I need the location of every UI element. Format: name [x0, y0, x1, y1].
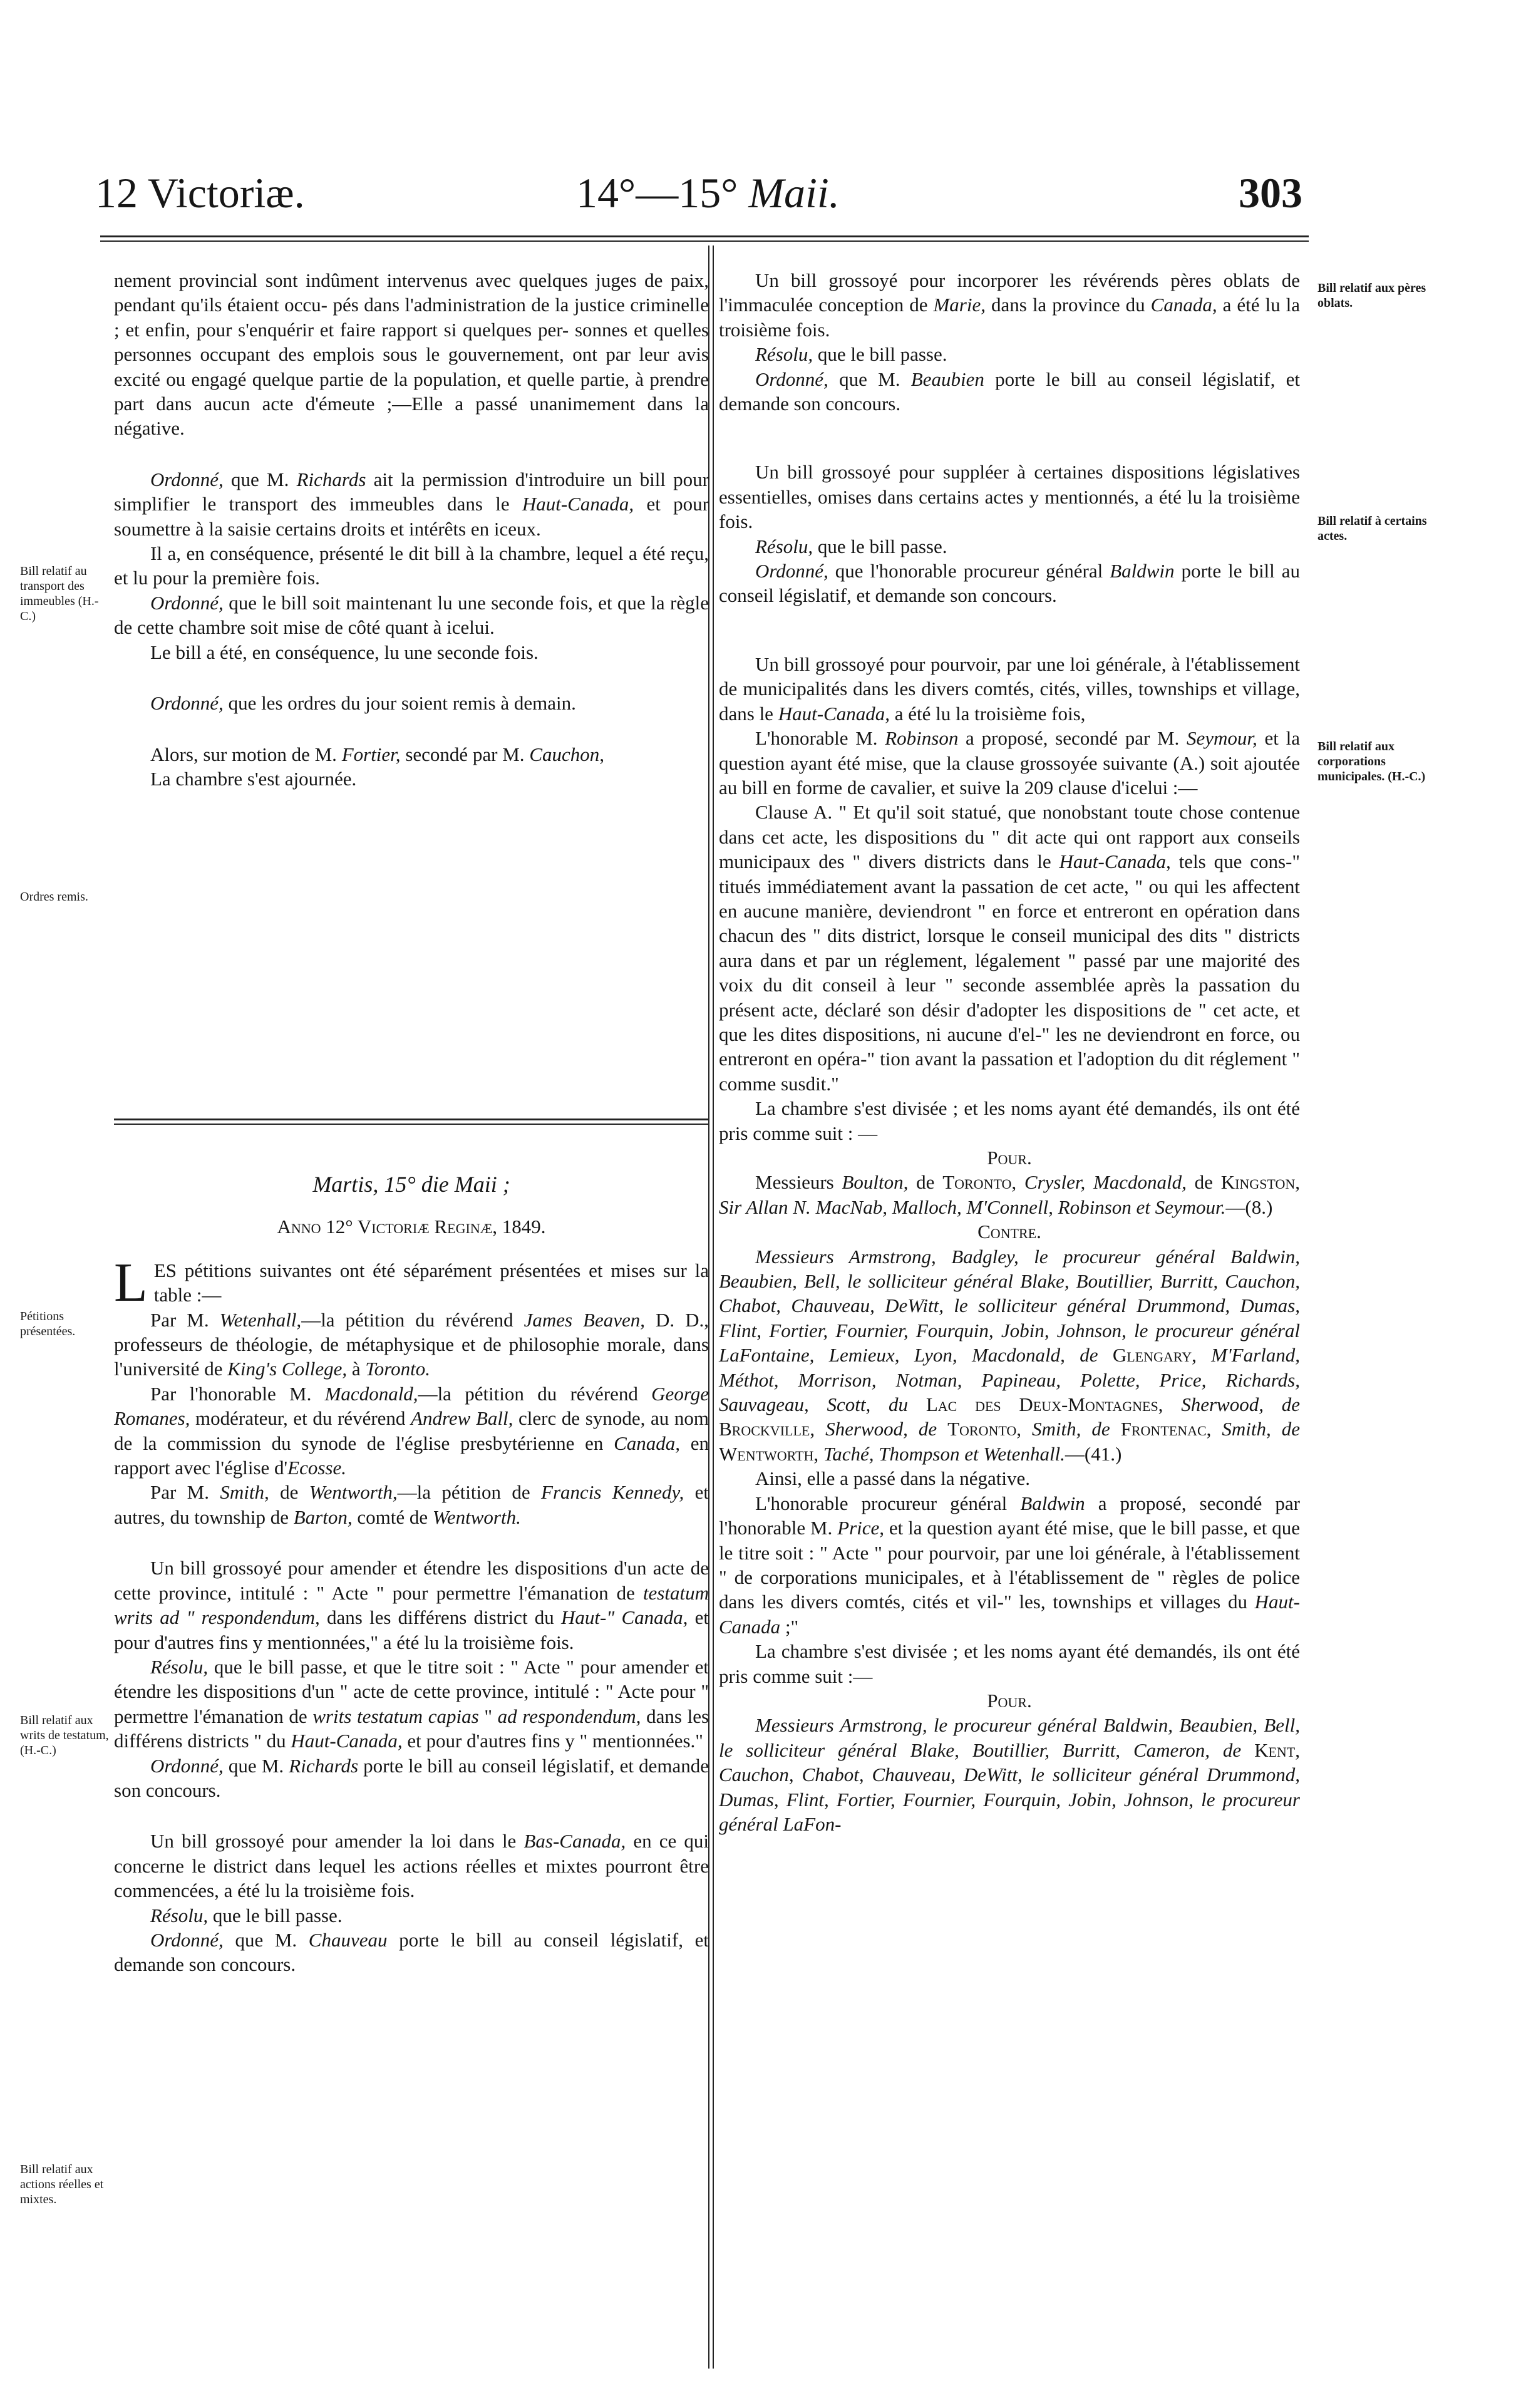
- pour-list-2: Messieurs Armstrong, le procureur général Baldwin, Beaubien, Bell, le solliciteur général Blake, Boutillier, Burritt, Cameron, de Kent, Cauchon, Chabot, Chauveau, DeWitt, le solliciteur général Drummond, Dumas, Flint, Fortier, Fournier, Fourquin, Jobin, Johnson, le procureur général LaFon-: [719, 1714, 1300, 1835]
- division-1: La chambre s'est divisée ; et les noms ayant été demandés, ils ont été pris comme suit : —: [719, 1097, 1300, 1144]
- margin-note-transport: Bill relatif au transport des immeubles (H.-C.): [20, 564, 99, 623]
- contre-heading: Contre.: [977, 1221, 1041, 1243]
- actes-resolved: Résolu, que le bill passe.: [755, 535, 947, 557]
- pour-heading-2: Pour.: [987, 1689, 1032, 1712]
- pour-list-1: Messieurs Boulton, de Toronto, Crysler, Macdonald, de Kingston, Sir Allan N. MacNab, Malloch, M'Connell, Robinson et Seymour.—(8.): [719, 1171, 1300, 1218]
- oblats-bill: Un bill grossoyé pour incorporer les révérends pères oblats de l'immaculée conception de Marie, dans la province du Canada, a été lu la troisième fois.: [719, 269, 1300, 341]
- margin-note-actes: Bill relatif à certains actes.: [1317, 514, 1427, 543]
- adjourn-motion: Alors, sur motion de M. Fortier, secondé par M. Cauchon,: [150, 743, 604, 765]
- running-head-month: Maii.: [748, 169, 840, 217]
- petition-3: Par M. Smith, de Wentworth,—la pétition de Francis Kennedy, et autres, du township de Barton, comté de Wentworth.: [114, 1481, 709, 1528]
- adjourn-result: La chambre s'est ajournée.: [150, 767, 357, 790]
- petition-1: Par M. Wetenhall,—la pétition du révérend James Beaven, D. D., professeurs de théologie, de métaphysique et de philosophie morale, dans l'université de King's College, à Toronto.: [114, 1308, 709, 1380]
- continuation-text: nement provincial sont indûment intervenus avec quelques juges de paix, pendant qu'ils étaient occu- pés dans l'administration de la justice criminelle ; et enfin, pour s'enquérir et faire rapport si quelques per- sonnes et quelles personnes occupant des emplois sous le gouvernement, ont par leur avis excité ou engagé quelque partie de la population, et quelle partie, à prendre part dans aucun acte d'émeute ;—Elle a passé unanimement dans la négative.: [114, 269, 709, 440]
- margin-note-actions: Bill relatif aux actions réelles et mixtes.: [20, 2163, 104, 2206]
- oblats-order: Ordonné, que M. Beaubien porte le bill au conseil législatif, et demande son concours.: [719, 368, 1300, 415]
- baldwin-motion: L'honorable procureur général Baldwin a proposé, secondé par l'honorable M. Price, et la question ayant été mise, que le bill passe, et que le titre soit : " Acte " pour pourvoir, par une loi générale, à l'établissement " de corporations municipales, et à l'établissement de " règles de police dans les divers comtés, cités et vil-" les, townships et villages du Haut-Canada ;": [719, 1492, 1300, 1638]
- pour-heading-1: Pour.: [987, 1147, 1032, 1169]
- oblats-resolved: Résolu, que le bill passe.: [755, 343, 947, 366]
- actions-resolved: Résolu, que le bill passe.: [150, 1904, 343, 1926]
- municipal-clause: Clause A. " Et qu'il soit statué, que nonobstant toute chose contenue dans cet acte, les dispositions du " dit acte qui ont rapport aux conseils municipaux des " divers districts dans le Haut-Canada, tels que cons-" titués immédiatement avant la passation de cet acte, " ou qui les affectent en aucune manière, deviendront " en force et entreront en opération dans chacun des " dits district, lorsque le conseil municipal des dits " districts aura dans et par un réglement, légalement " passé par une majorité des voix du dit conseil à leur " seconde assemblée après la passation du présent acte, déclaré son désir d'adopter les dispositions de " cet acte, et que les dites dispositions, ni aucune d'el-" les ne deviendront en force, ou entreront en opéra-" tion avant la passation et l'adoption du dit réglement " comme susdit.": [719, 801, 1301, 1095]
- header-rule-top: [100, 235, 1309, 237]
- section-rule-2: [114, 1124, 709, 1125]
- petition-2: Par l'honorable M. Macdonald,—la pétition du révérend George Romanes, modérateur, et du révérend Andrew Ball, clerc de synode, au nom de la commission du synode de l'église presbytérienne en Canada, en rapport avec l'église d'Ecosse.: [114, 1382, 709, 1479]
- actes-bill: Un bill grossoyé pour suppléer à certaines dispositions législatives essentielles, omises dans certains actes y mentionnés, a été lu la troisième fois.: [719, 461, 1300, 533]
- header-rule-bottom: [100, 240, 1309, 242]
- left-column-bottom: [114, 1172, 709, 1977]
- richards-order: Ordonné, que M. Richards ait la permission d'introduire un bill pour simplifier le transport des immeubles dans le Haut-Canada, et pour soumettre à la saisie certains droits et intérêts en iceux.: [114, 468, 709, 540]
- running-head-date: [576, 168, 840, 218]
- margin-note-orders: Ordres remis.: [20, 890, 88, 904]
- contre-list: Messieurs Armstrong, Badgley, le procureur général Baldwin, Beaubien, Bell, le solliciteur général Blake, Boutillier, Burritt, Cauchon, Chabot, Chauveau, DeWitt, le solliciteur général Drummond, Dumas, Flint, Fortier, Fournier, Fourquin, Jobin, Johnson, le procureur général LaFontaine, Lemieux, Lyon, Macdonald, de Glengary, M'Farland, Méthot, Morrison, Notman, Papineau, Polette, Price, Richards, Sauvageau, Scott, du Lac des Deux-Montagnes, Sherwood, de Brockville, Sherwood, de Toronto, Smith, de Frontenac, Smith, de Wentworth, Taché, Thompson et Wetenhall.—(41.): [719, 1245, 1301, 1465]
- margin-note-petitions: Pétitions présentées.: [20, 1310, 76, 1338]
- left-column-top: [114, 268, 709, 791]
- margin-note-municipal: Bill relatif aux corporations municipales. (H.-C.): [1317, 740, 1426, 783]
- actions-bill: Un bill grossoyé pour amender la loi dans le Bas-Canada, en ce qui concerne le district dans lequel les actions réelles et mixtes pourront être commencées, a été lu la troisième fois.: [114, 1830, 709, 1902]
- municipal-motion: L'honorable M. Robinson a proposé, secondé par M. Seymour, et la question ayant été mise, que la clause grossoyée suivante (A.) soit ajoutée au bill en forme de cavalier, et suive la 209 clause d'icelui :—: [719, 727, 1300, 798]
- petitions-intro: LES pétitions suivantes ont été séparément présentées et mises sur la table :—: [114, 1252, 709, 1313]
- actions-order: Ordonné, que M. Chauveau porte le bill au conseil législatif, et demande son concours.: [114, 1928, 709, 1976]
- division-2: La chambre s'est divisée ; et les noms ayant été demandés, ils ont été pris comme suit :—: [719, 1640, 1300, 1687]
- margin-note-oblats: Bill relatif aux pères oblats.: [1317, 281, 1426, 310]
- page-number: 303: [1239, 169, 1302, 217]
- running-head-days: 14°—15°: [576, 169, 738, 217]
- running-head-left: 12 Victoriæ.: [95, 169, 305, 217]
- municipal-bill: Un bill grossoyé pour pourvoir, par une loi générale, à l'établissement de municipalités dans les divers comtés, cités, villes, townships et village, dans le Haut-Canada, a été lu la troisième fois,: [719, 653, 1300, 725]
- writs-resolved: Résolu, que le bill passe, et que le titre soit : " Acte " pour amender et étendre les dispositions d'un " acte de cette province, intitulé : " Acte pour " permettre l'émanation de writs testatum capias " ad respondendum, dans les différens districts " du Haut-Canada, et pour d'autres fins y " mentionnées.": [114, 1655, 709, 1752]
- section-title: Martis, 15° die Maii ;: [312, 1172, 510, 1197]
- drop-cap: L: [114, 1252, 148, 1313]
- margin-note-writs: Bill relatif aux writs de testatum, (H.-C.): [20, 1713, 109, 1757]
- richards-presented: Il a, en conséquence, présenté le dit bill à la chambre, lequel a été reçu, et lu pour la première fois.: [114, 542, 709, 589]
- orders-postponed: Ordonné, que les ordres du jour soient remis à demain.: [150, 692, 576, 715]
- writs-order: Ordonné, que M. Richards porte le bill au conseil législatif, et demande son concours.: [114, 1754, 709, 1801]
- section-rule-1: [114, 1119, 709, 1120]
- writs-bill: Un bill grossoyé pour amender et étendre les dispositions d'un acte de cette province, intitulé : " Acte " pour permettre l'émanation de testatum writs ad " respondendum, dans les différens district du Haut-" Canada, et pour d'autres fins y mentionnées," a été lu la troisième fois.: [114, 1557, 709, 1653]
- actes-order: Ordonné, que l'honorable procureur général Baldwin porte le bill au conseil législatif, et demande son concours.: [719, 560, 1300, 607]
- richards-read: Le bill a été, en conséquence, lu une seconde fois.: [150, 641, 539, 663]
- anno-line: Anno 12° Victoriæ Reginæ, 1849.: [277, 1216, 546, 1238]
- richards-second-order: Ordonné, que le bill soit maintenant lu une seconde fois, et que la règle de cette chambre soit mise de côté quant à icelui.: [114, 591, 709, 639]
- column-divider-right: [713, 245, 714, 2369]
- negative-result: Ainsi, elle a passé dans la négative.: [755, 1467, 1031, 1490]
- right-column: [719, 268, 1300, 1836]
